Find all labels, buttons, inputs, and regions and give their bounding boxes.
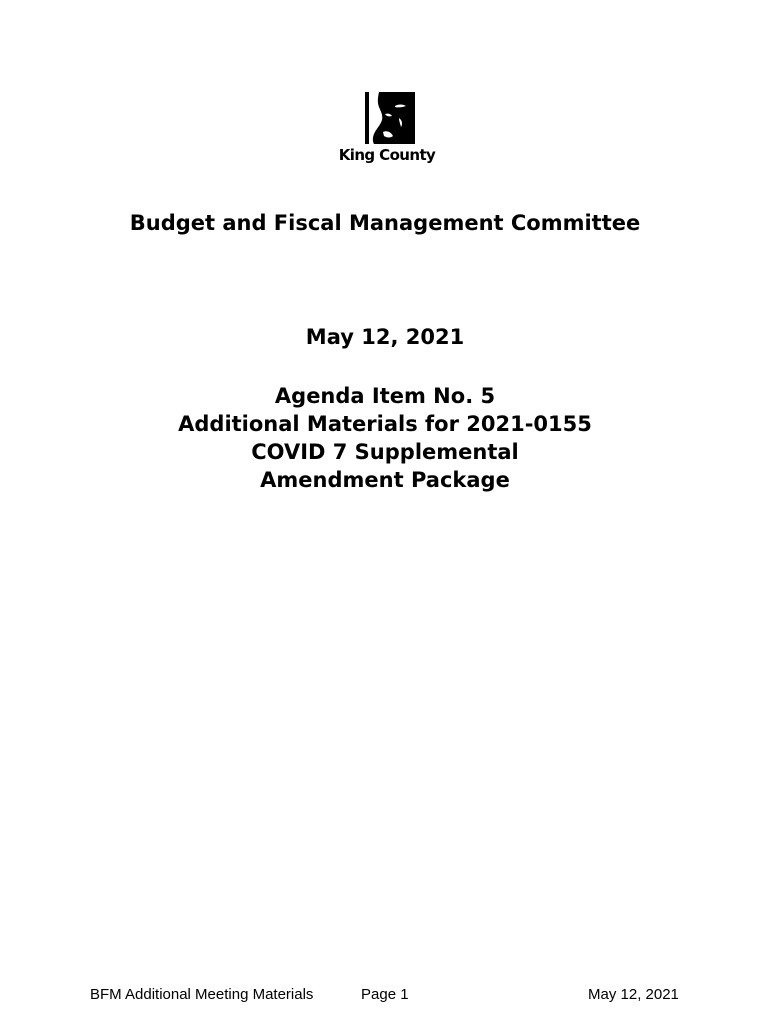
- footer-page-number: Page 1: [361, 986, 409, 1003]
- king-county-mlk-portrait-icon: [365, 92, 415, 144]
- footer-document-name: BFM Additional Meeting Materials: [90, 986, 314, 1003]
- meeting-date: May 12, 2021: [305, 325, 465, 349]
- agenda-line: Amendment Package: [260, 468, 510, 492]
- footer-date: May 12, 2021: [588, 986, 679, 1003]
- committee-title: Budget and Fiscal Management Committee: [129, 211, 641, 235]
- agenda-line: Additional Materials for 2021-0155: [178, 412, 592, 436]
- king-county-logo: [333, 92, 441, 168]
- agenda-block: [0, 382, 770, 494]
- agenda-line: COVID 7 Supplemental: [251, 440, 519, 464]
- agenda-line: Agenda Item No. 5: [274, 384, 496, 408]
- logo-wordmark: King County: [338, 146, 436, 164]
